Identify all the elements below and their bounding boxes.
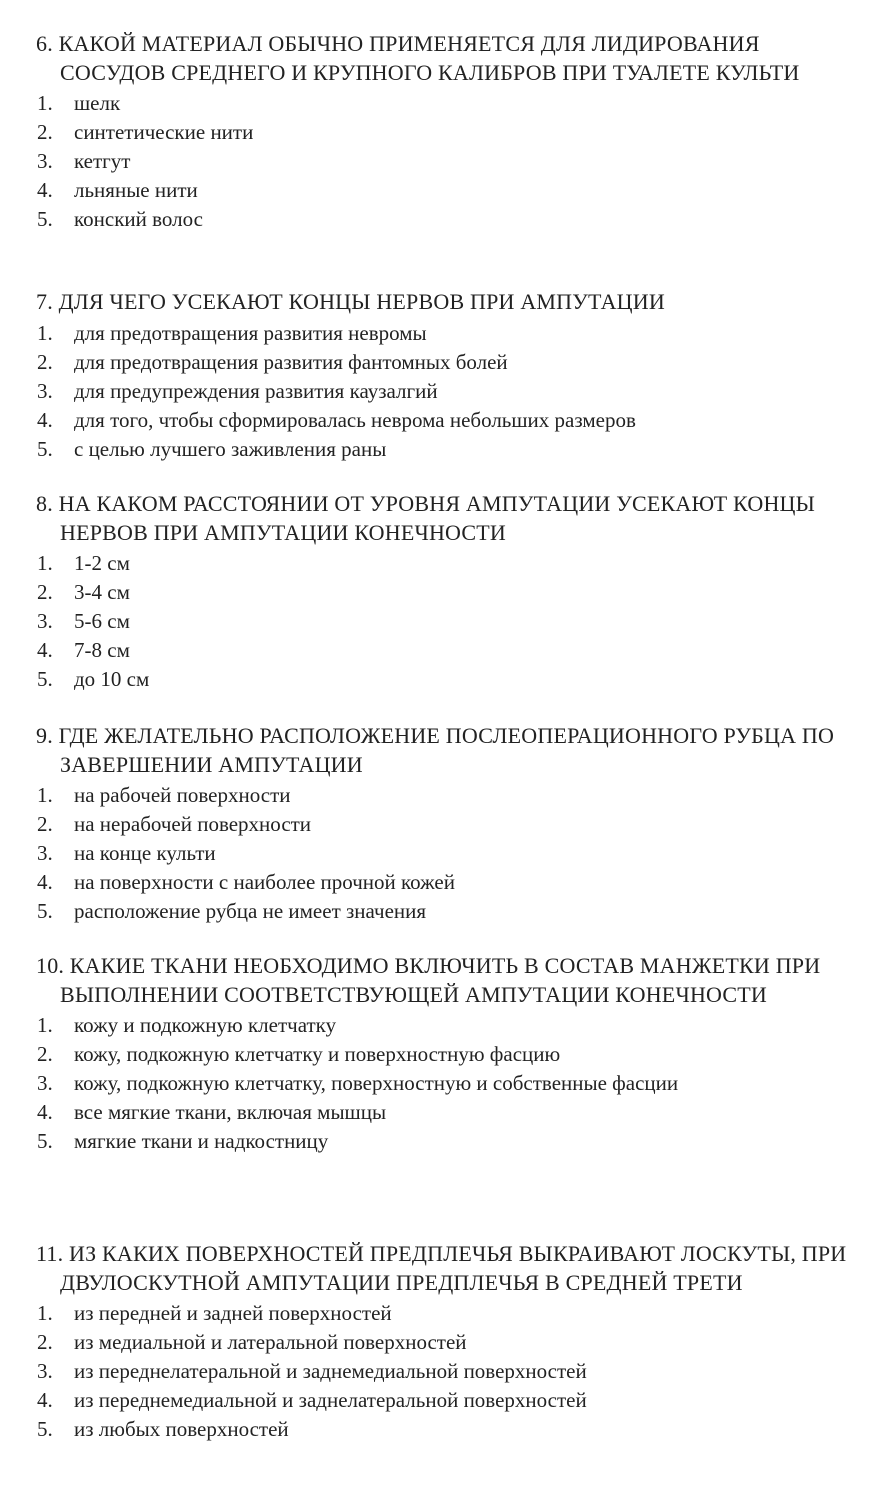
- option-text: кожу и подкожную клетчатку: [74, 1013, 337, 1037]
- option-number: 5.: [37, 1417, 53, 1441]
- option-text: 1-2 см: [74, 551, 130, 575]
- answer-option: [0, 810, 870, 839]
- answer-options: [0, 781, 870, 926]
- option-number: 4.: [37, 870, 53, 894]
- option-number: 2.: [37, 120, 53, 144]
- answer-option: [0, 1040, 870, 1069]
- answer-option: [0, 147, 870, 176]
- option-number: 1.: [37, 551, 53, 575]
- answer-option: [0, 1328, 870, 1357]
- option-text: с целью лучшего заживления раны: [74, 436, 387, 461]
- answer-option: [0, 1098, 870, 1127]
- answer-option: [0, 377, 870, 406]
- option-text: кетгут: [74, 149, 131, 173]
- answer-option: [0, 549, 870, 578]
- option-number: 4.: [37, 638, 53, 662]
- option-text: 3-4 см: [74, 580, 130, 604]
- answer-option: [0, 1069, 870, 1098]
- answer-option: [0, 406, 870, 435]
- answer-options: [0, 1011, 870, 1156]
- answer-option: [0, 1357, 870, 1386]
- answer-option: [0, 665, 870, 694]
- option-text: конский волос: [74, 207, 203, 231]
- question-6: [0, 30, 870, 234]
- answer-option: [0, 1127, 870, 1156]
- option-number: 4.: [37, 1100, 53, 1124]
- option-number: 1.: [37, 783, 53, 807]
- option-text: на нерабочей поверхности: [74, 812, 312, 836]
- answer-option: [0, 118, 870, 147]
- option-number: 1.: [37, 1301, 53, 1325]
- question-7: [0, 288, 870, 464]
- option-number: 1.: [37, 320, 53, 345]
- option-text: из передней и задней поверхностей: [74, 1301, 392, 1325]
- answer-option: [0, 1011, 870, 1040]
- answer-option: [0, 868, 870, 897]
- option-text: все мягкие ткани, включая мышцы: [74, 1100, 387, 1124]
- option-text: шелк: [74, 91, 121, 115]
- option-text: для предотвращения развития фантомных болей: [74, 349, 508, 374]
- answer-option: [0, 319, 870, 348]
- answer-option: [0, 578, 870, 607]
- answer-options: [0, 1299, 870, 1444]
- option-text: на конце культи: [74, 841, 216, 865]
- answer-option: [0, 1299, 870, 1328]
- question-title: 8. НА КАКОМ РАССТОЯНИИ ОТ УРОВНЯ АМПУТАЦИИ УСЕКАЮТ КОНЦЫ НЕРВОВ ПРИ АМПУТАЦИИ КОНЕЧНОСТИ: [36, 491, 816, 545]
- option-text: для предотвращения развития невромы: [74, 320, 427, 345]
- option-text: льняные нити: [74, 178, 198, 202]
- option-number: 5.: [37, 899, 53, 923]
- answer-option: [0, 1386, 870, 1415]
- option-text: синтетические нити: [74, 120, 254, 144]
- option-text: из переднемедиальной и заднелатеральной поверхностей: [74, 1388, 587, 1412]
- option-number: 2.: [37, 1330, 53, 1354]
- option-number: 4.: [37, 178, 53, 202]
- option-number: 4.: [37, 407, 53, 432]
- option-text: для предупреждения развития каузалгий: [74, 378, 438, 403]
- option-text: кожу, подкожную клетчатку, поверхностную и собственные фасции: [74, 1071, 679, 1095]
- option-number: 5.: [37, 1129, 53, 1153]
- option-number: 2.: [37, 812, 53, 836]
- option-number: 3.: [37, 841, 53, 865]
- option-text: для того, чтобы сформировалась неврома небольших размеров: [74, 407, 636, 432]
- option-number: 3.: [37, 149, 53, 173]
- option-number: 3.: [37, 1071, 53, 1095]
- option-text: расположение рубца не имеет значения: [74, 899, 427, 923]
- answer-option: [0, 607, 870, 636]
- question-title: 10. КАКИЕ ТКАНИ НЕОБХОДИМО ВКЛЮЧИТЬ В СОСТАВ МАНЖЕТКИ ПРИ ВЫПОЛНЕНИИ СООТВЕТСТВУЮЩЕЙ АМПУТАЦИИ КОНЕЧНОСТИ: [36, 953, 821, 1007]
- option-text: мягкие ткани и надкостницу: [74, 1129, 329, 1153]
- answer-option: [0, 897, 870, 926]
- question-title: 11. ИЗ КАКИХ ПОВЕРХНОСТЕЙ ПРЕДПЛЕЧЬЯ ВЫКРАИВАЮТ ЛОСКУТЫ, ПРИ ДВУЛОСКУТНОЙ АМПУТАЦИИ ПРЕДПЛЕЧЬЯ В СРЕДНЕЙ ТРЕТИ: [36, 1241, 847, 1295]
- option-text: до 10 см: [74, 667, 150, 691]
- question-title: 7. ДЛЯ ЧЕГО УСЕКАЮТ КОНЦЫ НЕРВОВ ПРИ АМПУТАЦИИ: [36, 289, 665, 314]
- answer-option: [0, 839, 870, 868]
- question-8: [0, 490, 870, 694]
- option-number: 1.: [37, 91, 53, 115]
- answer-option: [0, 89, 870, 118]
- option-number: 3.: [37, 1359, 53, 1383]
- answer-options: [0, 89, 870, 234]
- question-title: 9. ГДЕ ЖЕЛАТЕЛЬНО РАСПОЛОЖЕНИЕ ПОСЛЕОПЕРАЦИОННОГО РУБЦА ПО ЗАВЕРШЕНИИ АМПУТАЦИИ: [36, 723, 835, 777]
- option-text: кожу, подкожную клетчатку и поверхностную фасцию: [74, 1042, 561, 1066]
- option-text: из переднелатеральной и заднемедиальной поверхностей: [74, 1359, 587, 1383]
- answer-option: [0, 636, 870, 665]
- option-text: 5-6 см: [74, 609, 130, 633]
- option-text: из любых поверхностей: [74, 1417, 289, 1441]
- option-text: на рабочей поверхности: [74, 783, 291, 807]
- answer-option: [0, 176, 870, 205]
- option-number: 1.: [37, 1013, 53, 1037]
- option-number: 2.: [37, 349, 53, 374]
- answer-options: [0, 549, 870, 694]
- option-number: 5.: [37, 667, 53, 691]
- answer-option: [0, 205, 870, 234]
- option-number: 2.: [37, 1042, 53, 1066]
- option-number: 3.: [37, 378, 53, 403]
- question-10: [0, 952, 870, 1156]
- option-number: 3.: [37, 609, 53, 633]
- answer-option: [0, 781, 870, 810]
- option-text: из медиальной и латеральной поверхностей: [74, 1330, 467, 1354]
- question-11: [0, 1240, 870, 1444]
- answer-options: [0, 319, 870, 464]
- answer-option: [0, 1415, 870, 1444]
- option-number: 2.: [37, 580, 53, 604]
- question-title: 6. КАКОЙ МАТЕРИАЛ ОБЫЧНО ПРИМЕНЯЕТСЯ ДЛЯ ЛИДИРОВАНИЯ СОСУДОВ СРЕДНЕГО И КРУПНОГО КАЛИБРОВ ПРИ ТУАЛЕТЕ КУЛЬТИ: [36, 31, 800, 85]
- question-9: [0, 722, 870, 926]
- option-number: 5.: [37, 207, 53, 231]
- option-text: на поверхности с наиболее прочной кожей: [74, 870, 455, 894]
- option-number: 4.: [37, 1388, 53, 1412]
- answer-option: [0, 348, 870, 377]
- option-number: 5.: [37, 436, 53, 461]
- option-text: 7-8 см: [74, 638, 130, 662]
- answer-option: [0, 435, 870, 464]
